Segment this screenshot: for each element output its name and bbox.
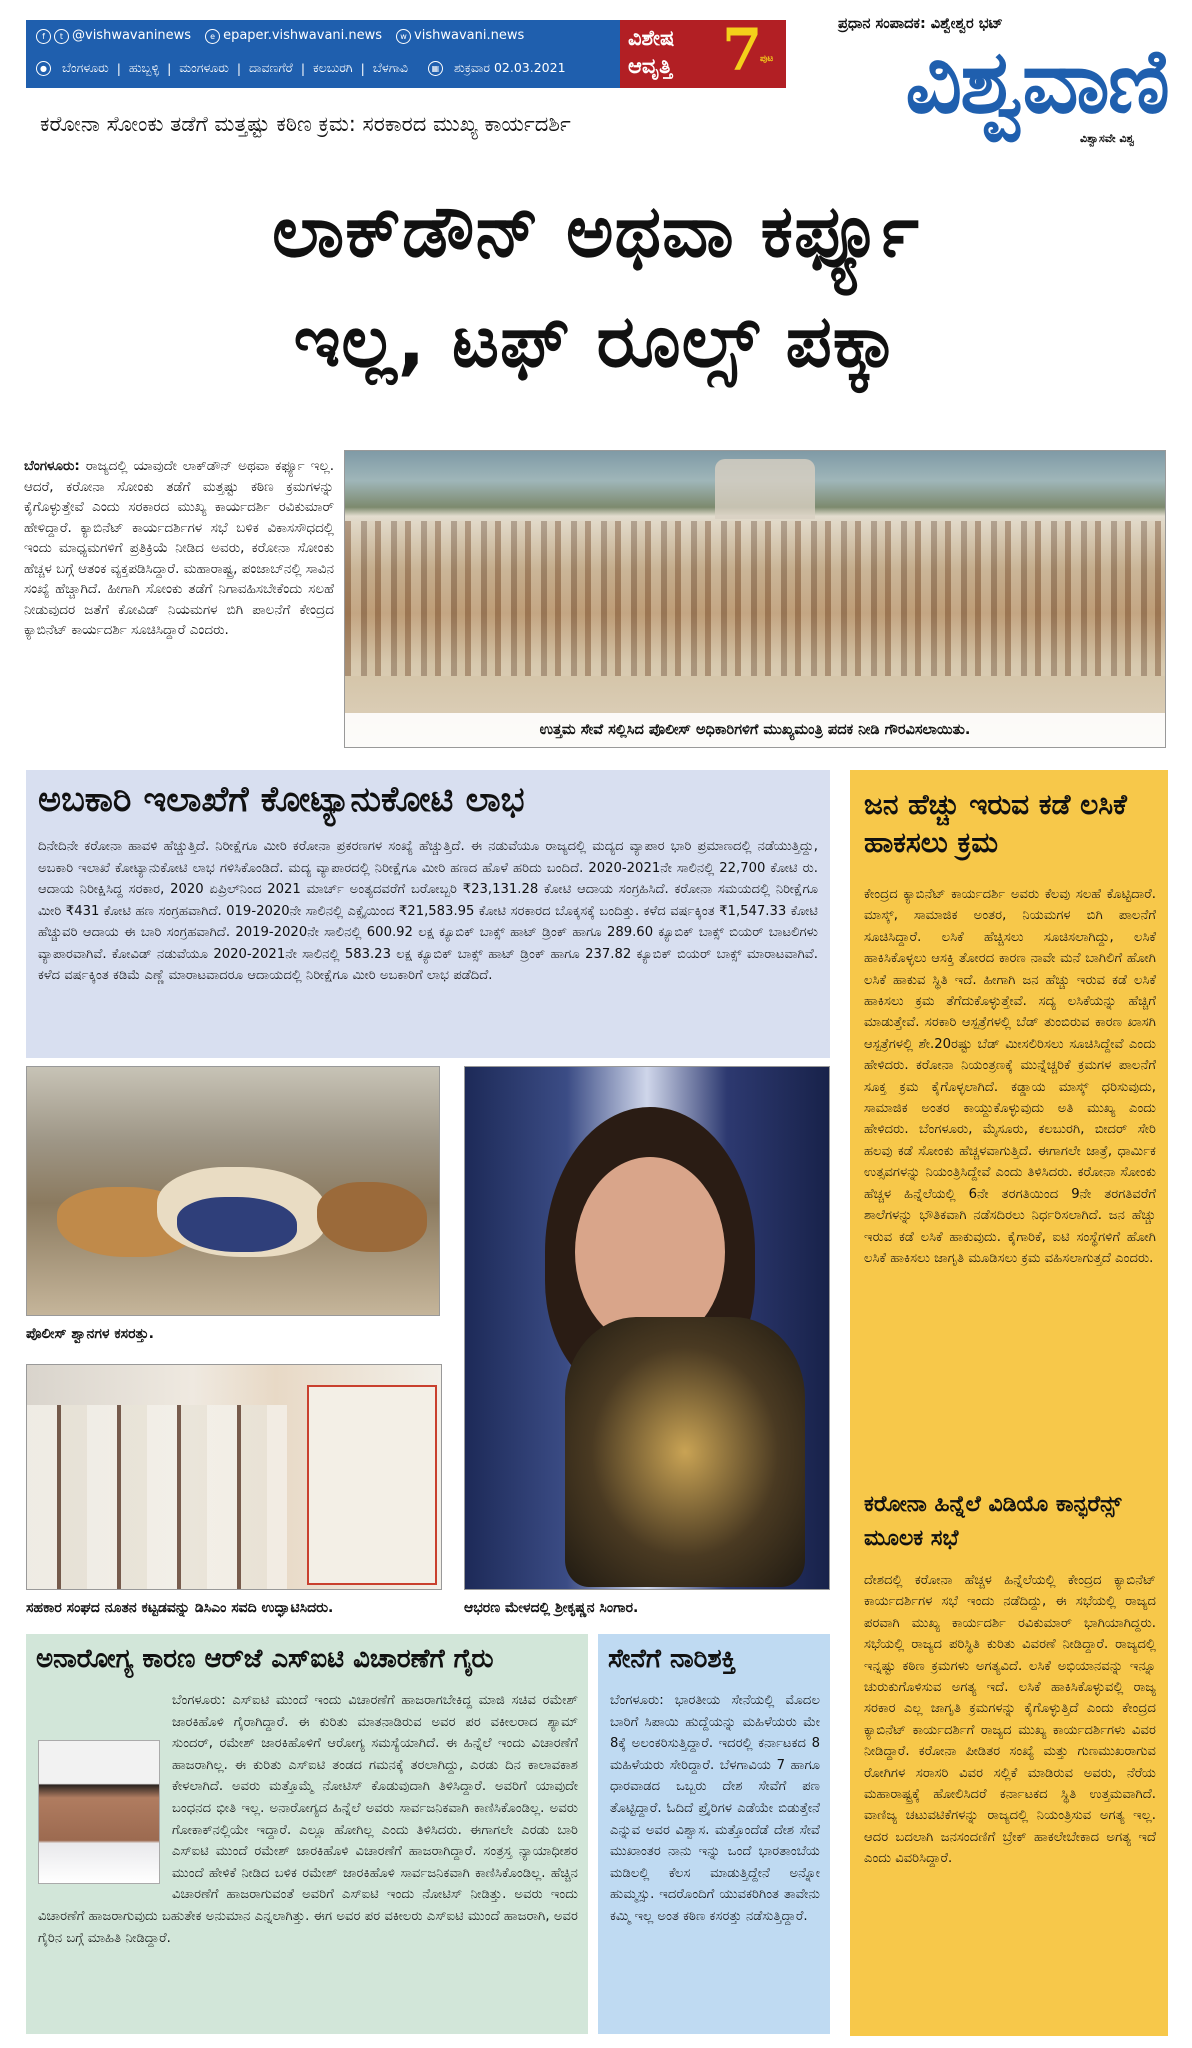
headline-line-2: ಇಲ್ಲ, ಟಫ್ ರೂಲ್ಸ್ ಪಕ್ಕಾ: [293, 299, 899, 383]
sit-body: ಬೆಂಗಳೂರು: ಎಸ್‌ಐಟಿ ಮುಂದೆ ಇಂದು ವಿಚಾರಣೆಗೆ ಹಾಜರಾಗಬೇಕಿದ್ದ ಮಾಜಿ ಸಚಿವ ರಮೇಶ್ ಜಾರಕಿಹೊಳಿ ಗೈರಾಗಿದ್ದಾರೆ. ಈ ಕುರಿತು ಮಾತನಾಡಿರುವ ಅವರ ಪರ ವಕೀಲರಾದ ಶ್ಯಾಮ್ ಸುಂದರ್, ರಮೇಶ್ ಜಾರಕಿಹೊಳಿಗೆ ಆರೋಗ್ಯ ಸಮಸ್ಯೆಯಾಗಿದೆ. ಈ ಹಿನ್ನೆಲೆ ಇಂದು ವಿಚಾರಣೆಗೆ ಹಾಜರಾಗಿಲ್ಲ. ಈ ಕುರಿತು ಎಸ್‌ಐಟಿ ತಂಡದ ಗಮನಕ್ಕೆ ತರಲಾಗಿದ್ದು, ಎರಡು ದಿನ ಕಾಲಾವಕಾಶ ಕೇಳಲಾಗಿದೆ. ಅವರು ಮತ್ತೊಮ್ಮೆ ನೋಟಿಸ್ ಕೊಡುವುದಾಗಿ ತಿಳಿಸಿದ್ದಾರೆ. ಅವರಿಗೆ ಯಾವುದೇ ಬಂಧನದ ಭೀತಿ ಇಲ್ಲ. ಅನಾರೋಗ್ಯದ ಹಿನ್ನೆಲೆ ಅವರು ಸಾರ್ವಜನಿಕವಾಗಿ ಕಾಣಿಸಿಕೊಂಡಿಲ್ಲ. ಅವರು ಗೋಕಾಕ್‌ನಲ್ಲಿಯೇ ಇದ್ದಾರೆ. ಎಲ್ಲೂ ಹೋಗಿಲ್ಲ ಎಂದು ತಿಳಿಸಿದರು. ಈಗಾಗಲೇ ಎರಡು ಬಾರಿ ಎಸ್‌ಐಟಿ ಮುಂದೆ ರಮೇಶ್ ಜಾರಕಿಹೊಳಿ ವಿಚಾರಣೆಗೆ ಹಾಜರಾಗಿದ್ದಾರೆ. ಸಂತ್ರಸ್ತ ನ್ಯಾಯಾಧೀಶರ ಮುಂದೆ ಹೇಳಿಕೆ ನೀಡಿದ ಬಳಿಕ ರಮೇಶ್ ಜಾರಕಿಹೊಳಿ ಸಾರ್ವಜನಿಕವಾಗಿ ಕಾಣಿಸಿಕೊಂಡಿಲ್ಲ. ಹೆಚ್ಚಿನ ವಿಚಾರಣೆಗೆ ಹಾಜರಾಗುವಂತೆ ಅವರಿಗೆ ಎಸ್‌ಐಟಿ ಇಂದು ನೋಟಿಸ್ ನೀಡಿತ್ತು. ಅವರು ಇಂದು ವಿಚಾರಣೆಗೆ ಹಾಜರಾಗುವುದು ಬಹುತೇಕ ಅನುಮಾನ ಎನ್ನಲಾಗಿತ್ತು. ಈಗ ಅವರ ಪರ ವಕೀಲರು ಎಸ್‌ಐಟಿ ಮುಂದೆ ಹಾಜರಾಗಿ, ಅವರ ಗೈರಿನ ಬಗ್ಗೆ ಮಾಹಿತಿ ನೀಡಿದ್ದಾರೆ.: [38, 1693, 578, 1946]
vaccine-heading: ಜನ ಹೆಚ್ಚು ಇರುವ ಕಡೆ ಲಸಿಕೆ ಹಾಕಸಲು ಕ್ರಮ: [864, 788, 1127, 859]
editor-credit: ಪ್ರಧಾನ ಸಂಪಾದಕ: ವಿಶ್ವೇಶ್ವರ ಭಟ್: [838, 16, 1003, 32]
sit-heading: ಅನಾರೋಗ್ಯ ಕಾರಣ ಆರ್‌ಜೆ ಎಸ್‌ಐಟಿ ವಿಚಾರಣೆಗೆ ಗೈರು: [36, 1644, 494, 1674]
lead-dateline: ಬೆಂಗಳೂರು:: [24, 458, 80, 474]
police-dogs-photo: [26, 1066, 440, 1316]
vaccine-body: ಕೇಂದ್ರದ ಕ್ಯಾಬಿನೆಟ್ ಕಾರ್ಯದರ್ಶಿ ಅವರು ಕೆಲವು ಸಲಹೆ ಕೊಟ್ಟಿದಾರೆ. ಮಾಸ್ಕ್, ಸಾಮಾಜಿಕ ಅಂತರ, ನಿಯಮಗಳ ಬಿಗಿ ಪಾಲನೆಗೆ ಸೂಚಿಸಿದ್ದಾರೆ. ಲಸಿಕೆ ಹೆಚ್ಚಿಸಲು ಸೂಚಿಸಲಾಗಿದ್ದು, ಲಸಿಕೆ ಹಾಕಿಸಿಕೊಳ್ಳಲು ಆಸಕ್ತಿ ತೋರದ ಕಾರಣ ನಾವೇ ಮನೆ ಬಾಗಿಲಿಗೆ ಹೋಗಿ ಲಸಿಕೆ ಹಾಕುವ ಸ್ಥಿತಿ ಇದೆ. ಹೀಗಾಗಿ ಜನ ಹೆಚ್ಚು ಇರುವ ಕಡೆ ಲಸಿಕೆ ಹಾಕಿಸಲು ಕ್ರಮ ತೆಗೆದುಕೊಳ್ಳುತ್ತೇವೆ. ಸದ್ಯ ಲಸಿಕೆಯನ್ನು ಹೆಚ್ಚಿಗೆ ಮಾಡುತ್ತೇವೆ. ಸರಕಾರಿ ಆಸ್ಪತ್ರೆಗಳಲ್ಲಿ ಬೆಡ್ ತುಂಬಿರುವ ಕಾರಣ ಖಾಸಗಿ ಆಸ್ಪತ್ರೆಗಳಲ್ಲಿ ಶೇ.20ರಷ್ಟು ಬೆಡ್ ಮೀಸಲಿರಿಸಲು ಸೂಚಿಸಿದ್ದೇವೆ ಎಂದು ಹೇಳಿದರು. ಕರೋನಾ ನಿಯಂತ್ರಣಕ್ಕೆ ಮುನ್ನೆಚ್ಚರಿಕೆ ಕ್ರಮಗಳ ಪಾಲನೆಗೆ ಸೂಕ್ತ ಕ್ರಮ ಕೈಗೊಳ್ಳಲಾಗಿದೆ. ಕಡ್ಡಾಯ ಮಾಸ್ಕ್ ಧರಿಸುವುದು, ಸಾಮಾಜಿಕ ಅಂತರ ಕಾಯ್ದುಕೊಳ್ಳುವುದು ಅತಿ ಮುಖ್ಯ ಎಂದು ಹೇಳಿದರು. ಬೆಂಗಳೂರು, ಮೈಸೂರು, ಕಲಬುರಗಿ, ಬೀದರ್ ಸೇರಿ ಹಲವು ಕಡೆ ಸೋಂಕು ಹೆಚ್ಚಳವಾಗುತ್ತಿದೆ. ಈಗಾಗಲೇ ಜಾತ್ರೆ, ಧಾರ್ಮಿಕ ಉತ್ಸವಗಳನ್ನು ನಿಯಂತ್ರಿಸಿದ್ದೇವೆ ಎಂದು ತಿಳಿಸಿದರು. ಕರೋನಾ ಸೋಂಕು ಹೆಚ್ಚಳ ಹಿನ್ನೆಲೆಯಲ್ಲಿ 6ನೇ ತರಗತಿಯಿಂದ 9ನೇ ತರಗತಿವರೆಗೆ ಶಾಲೆಗಳನ್ನು ಭೌತಿಕವಾಗಿ ನಡೆಸದಿರಲು ನಿರ್ಧರಿಸಲಾಗಿದೆ. ಜನ ಹೆಚ್ಚು ಇರುವ ಕಡೆ ಲಸಿಕೆ ಹಾಕುವುದು. ಕೈಗಾರಿಕೆ, ಐಟಿ ಸಂಸ್ಥೆಗಳಿಗೆ ಹೋಗಿ ಲಸಿಕೆ ಹಾಕಿಸಲು ಜಾಗೃತಿ ಮೂಡಿಸಲು ಕ್ರಮ ವಹಿಸಲಾಗುತ್ತದೆ ಎಂದರು.: [864, 887, 1156, 1266]
coop-inauguration-photo: [26, 1364, 442, 1590]
video-conf-body: ದೇಶದಲ್ಲಿ ಕರೋನಾ ಹೆಚ್ಚಳ ಹಿನ್ನೆಲೆಯಲ್ಲಿ ಕೇಂದ್ರದ ಕ್ಯಾಬಿನೆಟ್ ಕಾರ್ಯದರ್ಶಿಗಳ ಸಭೆ ಇಂದು ನಡೆದಿದ್ದು, ಈ ಸಭೆಯಲ್ಲಿ ರಾಜ್ಯದ ಪರವಾಗಿ ಮುಖ್ಯ ಕಾರ್ಯದರ್ಶಿ ರವಿಕುಮಾರ್ ಭಾಗಿಯಾಗಿದ್ದರು. ಸಭೆಯಲ್ಲಿ ರಾಜ್ಯದ ಪರಿಸ್ಥಿತಿ ಕುರಿತು ವಿವರಣೆ ನೀಡಿದ್ದಾರೆ. ರಾಜ್ಯದಲ್ಲಿ ಇನ್ನಷ್ಟು ಕಠಿಣ ಕ್ರಮಗಳು ಅಗತ್ಯವಿದೆ. ಲಸಿಕೆ ಅಭಿಯಾನವನ್ನು ಇನ್ನೂ ಚುರುಕುಗೊಳಿಸುವ ಅಗತ್ಯ ಇದೆ. ಲಸಿಕೆ ಹಾಕಿಸಿಕೊಳ್ಳುವಲ್ಲಿ ರಾಜ್ಯ ಸರಕಾರ ಎಲ್ಲ ಜಾಗೃತಿ ಕ್ರಮಗಳನ್ನು ಕೈಗೊಳ್ಳುತ್ತಿದೆ ಎಂದು ಕೇಂದ್ರದ ಕ್ಯಾಬಿನೆಟ್ ಕಾರ್ಯದರ್ಶಿಗೆ ರಾಜ್ಯದ ಮುಖ್ಯ ಕಾರ್ಯದರ್ಶಿಗಳು ವಿವರ ನೀಡಿದ್ದಾರೆ. ಕರೋನಾ ಪೀಡಿತರ ಸಂಖ್ಯೆ ಮತ್ತು ಗುಣಮುಖರಾಗುವ ರೋಗಿಗಳ ಸರಾಸರಿ ವಿವರ ಸಲ್ಲಿಕೆ ಮಾಡಿರುವ ಅವರು, ನೆರೆಯ ಮಹಾರಾಷ್ಟ್ರಕ್ಕೆ ಹೋಲಿಸಿದರೆ ಕರ್ನಾಟಕದ ಸ್ಥಿತಿ ಉತ್ತಮವಾಗಿದೆ. ವಾಣಿಜ್ಯ ಚಟುವಟಿಕೆಗಳನ್ನು ರಾಜ್ಯದಲ್ಲಿ ನಿಯಂತ್ರಿಸುವ ಅಗತ್ಯ ಇಲ್ಲ. ಆದರ ಬದಲಾಗಿ ಜನಸಂದಣಿಗೆ ಬ್ರೇಕ್ ಹಾಕಲೇಬೇಕಾದ ಅಗತ್ಯ ಇದೆ ಎಂದು ವಿವರಿಸಿದ್ದಾರೆ.: [864, 1573, 1156, 1867]
social-row: [36, 28, 524, 44]
epaper-item[interactable]: e epaper.vishwavani.news: [205, 28, 382, 44]
edition: ಮಂಗಳೂರು: [179, 60, 229, 75]
headline-line-1: ಲಾಕ್‌ಡೌನ್ ಅಥವಾ ಕರ್ಫ್ಯೂ: [272, 189, 920, 273]
logo-tagline: ವಿಶ್ವಾಸವೇ ವಿಶ್ವ: [1080, 132, 1135, 145]
krishna-idol-image: [565, 1317, 805, 1587]
facebook-icon: f: [36, 29, 51, 44]
special-label: ವಿಶೇಷ ಆವೃತ್ತಿ: [628, 26, 675, 78]
masthead-bar: [26, 16, 786, 88]
main-headline: [20, 176, 1172, 396]
sit-body-wrap: [38, 1690, 578, 1949]
right-column-box: [850, 770, 1168, 2036]
edition: ಹುಬ್ಬಳ್ಳಿ: [128, 60, 160, 75]
lead-story: [24, 456, 334, 641]
newspaper-logo: ವಿಶ್ವವಾಣಿ: [905, 30, 1168, 133]
epaper-icon: e: [205, 29, 220, 44]
video-conf-heading: ಕರೋನಾ ಹಿನ್ನೆಲೆ ವಿಡಿಯೊ ಕಾನ್ಫರೆನ್ಸ್ ಮೂಲಕ ಸಭೆ: [864, 1492, 1122, 1551]
sit-story-box: [26, 1634, 588, 2034]
web-icon: w: [396, 29, 411, 44]
army-body: ಬೆಂಗಳೂರು: ಭಾರತೀಯ ಸೇನೆಯಲ್ಲಿ ಮೊದಲ ಬಾರಿಗೆ ಸಿಪಾಯಿ ಹುದ್ದೆಯನ್ನು ಮಹಿಳೆಯರು ಮೇ 8ಕ್ಕೆ ಅಲಂಕರಿಸುತ್ತಿದ್ದಾರೆ. ಇದರಲ್ಲಿ ಕರ್ನಾಟಕದ 8 ಮಹಿಳೆಯರು ಸೇರಿದ್ದಾರೆ. ಬೆಳಗಾವಿಯ 7 ಹಾಗೂ ಧಾರವಾಡದ ಒಬ್ಬರು ದೇಶ ಸೇವೆಗೆ ಪಣ ತೊಟ್ಟಿದ್ದಾರೆ. ಓದಿದೆ ಪ್ರೈರಿಗಳ ಎಡೆಯೇ ಬಿಡುತ್ತೇನೆ ಎನ್ನುವ ಅವರ ವಿಶ್ವಾಸ. ಮತ್ತೊಂದೆಡೆ ದೇಶ ಸೇವೆ ಮುಖಾಂತರ ನಾನು ಇನ್ನು ಒಂದೆ ಭಾರತಾಂಬೆಯ ಮಡಿಲಲ್ಲಿ ಕೆಲಸ ಮಾಡುತ್ತಿದ್ದೇನೆ ಅನ್ನೋ ಹುಮ್ಮಸ್ಸು. ಇದರೊಂದಿಗೆ ಯುವಕರಿಗಿಂತ ತಾವೇನು ಕಮ್ಮಿ ಇಲ್ಲ ಅಂತ ಕಠಿಣ ಕಸರತ್ತು ನಡೆಸುತ್ತಿದ್ದಾರೆ.: [610, 1693, 820, 1924]
coop-caption: ಸಹಕಾರ ಸಂಘದ ನೂತನ ಕಟ್ಟಡವನ್ನು ಡಿಸಿಎಂ ಸವದಿ ಉದ್ಘಾಟಿಸಿದರು.: [26, 1600, 334, 1616]
excise-heading: ಅಬಕಾರಿ ಇಲಾಖೆಗೆ ಕೋಟ್ಯಾನುಕೋಟಿ ಲಾಭ: [38, 780, 525, 820]
army-heading: ಸೇನೆಗೆ ನಾರಿಶಕ್ತಿ: [608, 1644, 736, 1674]
banner-image: [307, 1385, 437, 1585]
edition: ಬೆಂಗಳೂರು: [62, 60, 109, 75]
location-icon: ●: [36, 61, 51, 76]
edition: ದಾವಣಗೆರೆ: [249, 60, 293, 75]
police-photo-caption: ಉತ್ತಮ ಸೇವೆ ಸಲ್ಲಿಸಿದ ಪೊಲೀಸ್ ಅಧಿಕಾರಿಗಳಿಗೆ ಮುಖ್ಯಮಂತ್ರಿ ಪದಕ ನೀಡಿ ಗೌರವಿಸಲಾಯಿತು.: [345, 713, 1165, 747]
edition: ಬೆಳಗಾವಿ: [372, 60, 408, 75]
palace-image: [715, 459, 815, 519]
mugshot-photo: [38, 1740, 160, 1884]
headline-kicker: ಕರೋನಾ ಸೋಂಕು ತಡೆಗೆ ಮತ್ತಷ್ಟು ಕಠಿಣ ಕ್ರಮ: ಸರಕಾರದ ಮುಖ್ಯ ಕಾರ್ಯದರ್ಶಿ: [40, 112, 571, 136]
issue-date: ಶುಕ್ರವಾರ 02.03.2021: [453, 60, 566, 75]
social-item[interactable]: f t @vishwavaninews: [36, 28, 191, 44]
excise-story-box: [26, 770, 830, 1058]
dog-image: [317, 1182, 427, 1252]
police-rows-image: [345, 521, 1165, 676]
army-story-box: [598, 1634, 830, 2034]
twitter-icon: t: [54, 29, 69, 44]
jewellery-krishna-photo: [464, 1066, 830, 1590]
special-sub: ಪುಟ: [760, 54, 774, 64]
special-number: 7: [722, 16, 763, 84]
special-edition-badge: [620, 16, 786, 88]
krishna-caption: ಆಭರಣ ಮೇಳದಲ್ಲಿ ಶ್ರೀಕೃಷ್ಣನ ಸಿಂಗಾರ.: [464, 1600, 639, 1616]
lead-body: ರಾಜ್ಯದಲ್ಲಿ ಯಾವುದೇ ಲಾಕ್‌ಡೌನ್ ಅಥವಾ ಕರ್ಫ್ಯೂ ಇಲ್ಲ. ಆದರೆ, ಕರೋನಾ ಸೋಂಕು ತಡೆಗೆ ಮತ್ತಷ್ಟು ಕಠಿಣ ಕ್ರಮಗಳನ್ನು ಕೈಗೊಳ್ಳುತ್ತೇವೆ ಎಂದು ಸರಕಾರದ ಮುಖ್ಯ ಕಾರ್ಯದರ್ಶಿ ರವಿಕುಮಾರ್ ಹೇಳಿದ್ದಾರೆ. ಕ್ಯಾಬಿನೆಟ್ ಕಾರ್ಯದರ್ಶಿಗಳ ಸಭೆ ಬಳಿಕ ವಿಕಾಸಸೌಧದಲ್ಲಿ ಇಂದು ಮಾಧ್ಯಮಗಳಿಗೆ ಪ್ರತಿಕ್ರಿಯೆ ನೀಡಿದ ಅವರು, ಕರೋನಾ ಸೋಂಕು ಹೆಚ್ಚಳ ಬಗ್ಗೆ ಆತಂಕ ವ್ಯಕ್ತಪಡಿಸಿದ್ದಾರೆ. ಮಹಾರಾಷ್ಟ್ರ, ಪಂಜಾಬ್‌ನಲ್ಲಿ ಸಾವಿನ ಸಂಖ್ಯೆ ಹೆಚ್ಚಾಗಿದೆ. ಹೀಗಾಗಿ ಸೋಂಕು ತಡೆಗೆ ನಿಗಾವಹಿಸಬೇಕೆಂದು ಸಲಹೆ ನೀಡುವುದರ ಜತೆಗೆ ಕೋವಿಡ್ ನಿಯಮಗಳ ಬಿಗಿ ಪಾಲನೆಗೆ ಕೇಂದ್ರದ ಕ್ಯಾಬಿನೆಟ್ ಕಾರ್ಯದರ್ಶಿ ಸೂಚಿಸಿದ್ದಾರೆ ಎಂದರು.: [24, 458, 334, 638]
editions-row: ● ಬೆಂಗಳೂರು | ಹುಬ್ಬಳ್ಳಿ | ಮಂಗಳೂರು | ದಾವಣಗೆರೆ | ಕಲಬುರಗಿ | ಬೆಳಗಾವಿ ▦ ಶುಕ್ರವಾರ 02.03.2021: [36, 60, 566, 76]
web-item[interactable]: w vishwavani.news: [396, 28, 524, 44]
edition: ಕಲಬುರಗಿ: [313, 60, 353, 75]
police-group-photo: [344, 450, 1166, 748]
people-image: [27, 1405, 287, 1590]
dogs-caption: ಪೊಲೀಸ್ ಶ್ವಾನಗಳ ಕಸರತ್ತು.: [26, 1326, 154, 1342]
dog-image: [177, 1197, 297, 1252]
excise-body: ದಿನೇದಿನೇ ಕರೋನಾ ಹಾವಳಿ ಹೆಚ್ಚುತ್ತಿದೆ. ನಿರೀಕ್ಷೆಗೂ ಮೀರಿ ಕರೋನಾ ಪ್ರಕರಣಗಳ ಸಂಖ್ಯೆ ಹೆಚ್ಚುತ್ತಿದೆ. ಈ ನಡುವೆಯೂ ರಾಜ್ಯದಲ್ಲಿ ಮದ್ಯದ ವ್ಯಾಪಾರ ಭಾರಿ ಪ್ರಮಾಣದಲ್ಲಿ ನಡೆಯುತ್ತಿದ್ದು, ಅಬಕಾರಿ ಇಲಾಖೆ ಕೋಟ್ಯಾನುಕೋಟಿ ಲಾಭ ಗಳಿಸಿಕೊಂಡಿದೆ. ಮದ್ಯ ವ್ಯಾಪಾರದಲ್ಲಿ ನಿರೀಕ್ಷೆಗೂ ಮೀರಿ ಹಣದ ಹೊಳೆ ಹರಿದು ಬಂದಿದೆ. 2020-2021ನೇ ಸಾಲಿನಲ್ಲಿ 22,700 ಕೋಟಿ ರು. ಆದಾಯ ನಿರೀಕ್ಷಿಸಿದ್ದ ಸರಕಾರ, 2020 ಏಪ್ರಿಲ್‌ನಿಂದ 2021 ಮಾರ್ಚ್ ಅಂತ್ಯದವರೆಗೆ ಬರೋಬ್ಬರಿ ₹23,131.28 ಕೋಟಿ ಆದಾಯ ಸಂಗ್ರಹಿಸಿದೆ. ಕರೋನಾ ಸಮಯದಲ್ಲಿ ನಿರೀಕ್ಷೆಗೂ ಮೀರಿ ₹431 ಕೋಟಿ ಹಣ ಸಂಗ್ರಹವಾಗಿದೆ. 019-2020ನೇ ಸಾಲಿನಲ್ಲಿ ಎಕ್ಸೈಯಿಂದ ₹21,583.95 ಕೋಟಿ ಸರಕಾರದ ಬೊಕ್ಕಸಕ್ಕೆ ಬಂದಿತ್ತು. ಕಳೆದ ವರ್ಷಕ್ಕಿಂತ ₹1,547.33 ಕೋಟಿ ಹೆಚ್ಚುವರಿ ಆದಾಯ ಈ ಬಾರಿ ಸಂಗ್ರಹವಾಗಿದೆ. 2019-2020ನೇ ಸಾಲಿನಲ್ಲಿ 600.92 ಲಕ್ಷ ಕ್ಯೂಬಿಕ್ ಬಾಕ್ಸ್ ಹಾಟ್ ಡ್ರಿಂಕ್ ಹಾಗೂ 289.60 ಕ್ಯೂಬಿಕ್ ಬಾಕ್ಸ್ ಬಿಯರ್ ಬಾಟಲಿಗಳು ವ್ಯಾಪಾರವಾಗಿವೆ. ಕೋವಿಡ್ ನಡುವೆಯೂ 2020-2021ನೇ ಸಾಲಿನಲ್ಲಿ 583.23 ಲಕ್ಷ ಕ್ಯೂಬಿಕ್ ಬಾಕ್ಸ್ ಹಾಟ್ ಡ್ರಿಂಕ್ ಹಾಗೂ 237.82 ಕ್ಯೂಬಿಕ್ ಬಿಯರ್ ಬಾಕ್ಸ್ ಮಾರಾಟವಾಗಿವೆ. ಕಳೆದ ವರ್ಷಕ್ಕಿಂತ ಕಡಿಮೆ ಎಣ್ಣೆ ಮಾರಾಟವಾದರೂ ಆದಾಯದಲ್ಲಿ ನಿರೀಕ್ಷೆಗೂ ಮೀರಿ ಅಬಕಾರಿಗೆ ಲಾಭ ಪಡೆದಿದೆ.: [38, 839, 818, 983]
calendar-icon: ▦: [428, 61, 443, 76]
